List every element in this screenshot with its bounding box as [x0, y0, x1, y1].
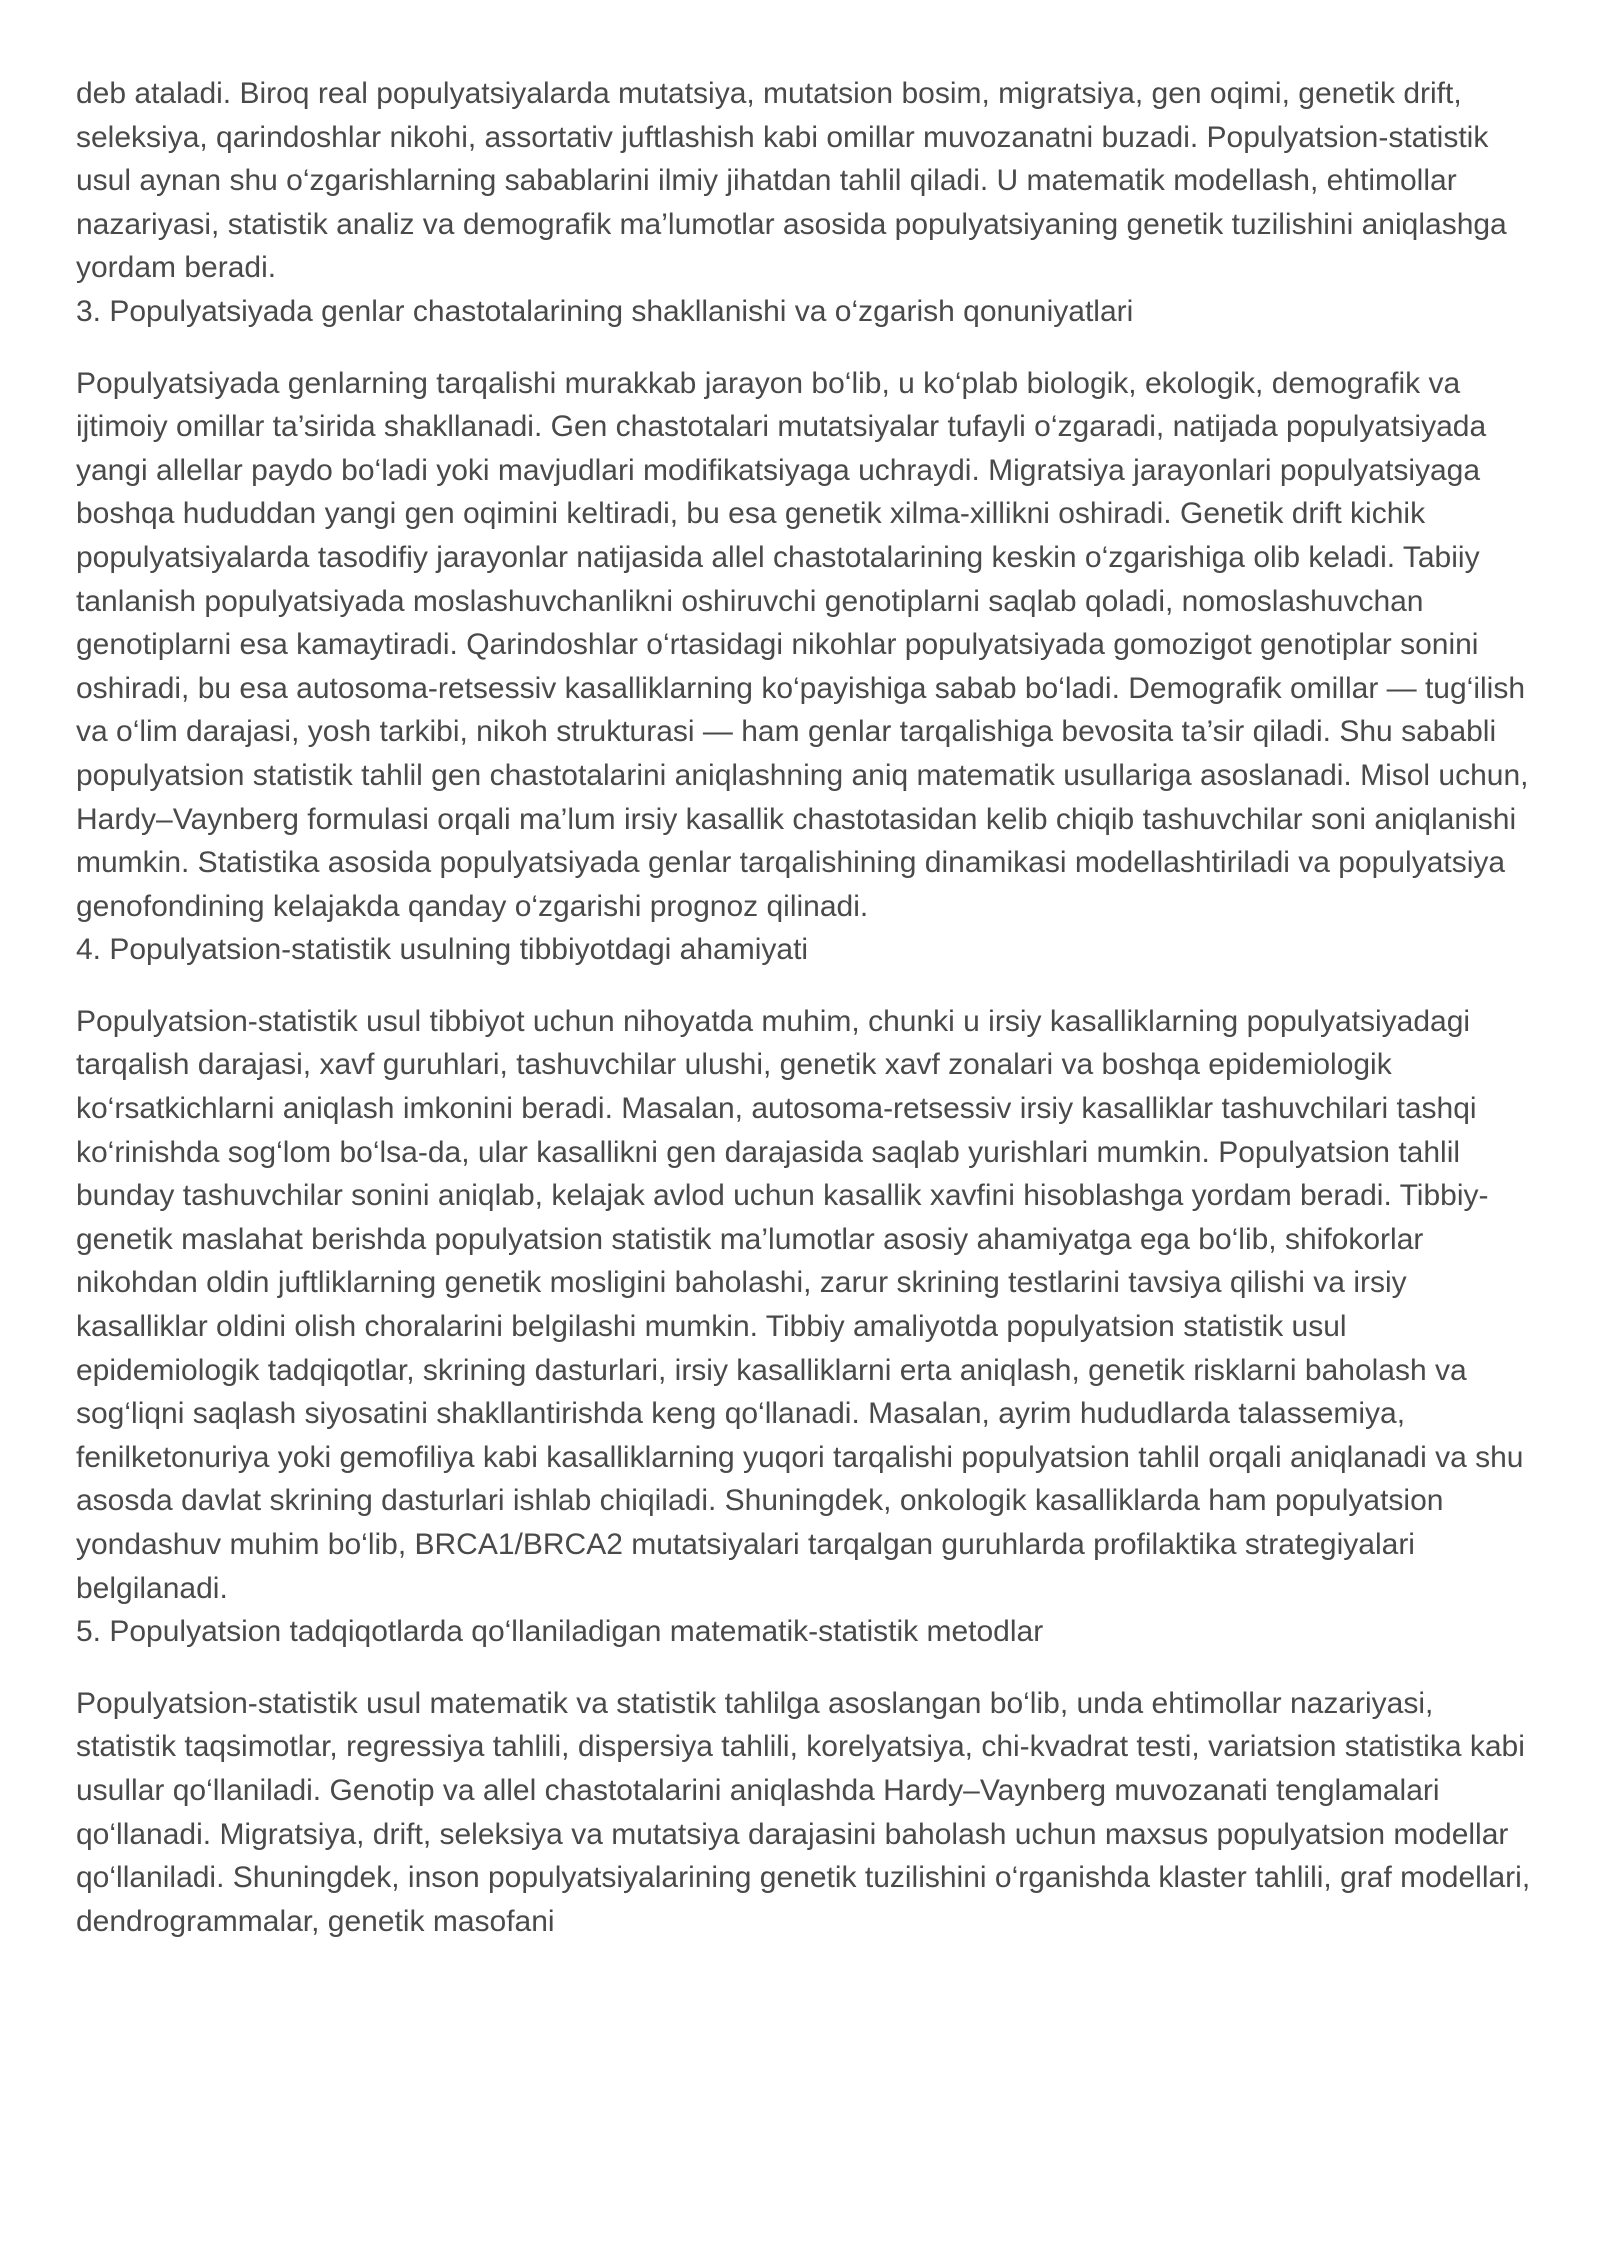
section-5-body: Populyatsion-statistik usul matematik va statistik tahlilga asoslangan bo‘lib, unda ehtimollar nazariyasi, statistik taqsimotlar, regressiya tahlili, dispersiya tahlili, korelyatsiya, chi-kvadrat testi, variatsion statistika kabi usullar qo‘llaniladi. Genotip va allel chastotalarini aniqlashda Hardy–Vaynberg muvozanati tenglamalari qo‘llanadi. Migratsiya, drift, seleksiya va mutatsiya darajasini baholash uchun maxsus populyatsion modellar qo‘llaniladi. Shuningdek, inson populyatsiyalarining genetik tuzilishini o‘rganishda klaster tahlili, graf modellari, dendrogrammalar, genetik masofani — [76, 1686, 1531, 1938]
section-5-heading: 5. Populyatsion tadqiqotlarda qo‘llaniladigan matematik-statistik metodlar — [76, 1615, 1044, 1649]
section-4-body: Populyatsion-statistik usul tibbiyot uchun nihoyatda muhim, chunki u irsiy kasalliklarning populyatsiyadagi tarqalish darajasi, xavf guruhlari, tashuvchilar ulushi, genetik xavf zonalari va boshqa epidemiologik ko‘rsatkichlarni aniqlash imkonini beradi. Masalan, autosoma-retsessiv irsiy kasalliklar tashuvchilari tashqi ko‘rinishda sog‘lom bo‘lsa-da, ular kasallikni gen darajasida saqlab yurishlari mumkin. Populyatsion tahlil bunday tashuvchilar sonini aniqlab, kelajak avlod uchun kasallik xavfini hisoblashga yordam beradi. Tibbiy-genetik maslahat berishda populyatsion statistik ma’lumotlar asosiy ahamiyatga ega bo‘lib, shifokorlar nikohdan oldin juftliklarning genetik mosligini baholashi, zarur skrining testlarini tavsiya qilishi va irsiy kasalliklar oldini olish choralarini belgilashi mumkin. Tibbiy amaliyotda populyatsion statistik usul epidemiologik tadqiqotlar, skrining dasturlari, irsiy kasalliklarni erta aniqlash, genetik risklarni baholash va sog‘liqni saqlash siyosatini shakllantirishda keng qo‘llanadi. Masalan, ayrim hududlarda talassemiya, fenilketonuriya yoki gemofiliya kabi kasalliklarning yuqori tarqalishi populyatsion tahlil orqali aniqlanadi va shu asosda davlat skrining dasturlari ishlab chiqiladi. Shuningdek, onkologik kasalliklarda ham populyatsion yondashuv muhim bo‘lib, BRCA1/BRCA2 mutatsiyalari tarqalgan guruhlarda profilaktika strategiyalari belgilanadi. — [76, 1004, 1524, 1605]
section-4-heading: 4. Populyatsion-statistik usulning tibbiyotdagi ahamiyati — [76, 933, 809, 967]
section-3-heading: 3. Populyatsiyada genlar chastotalarining shakllanishi va o‘zgarish qonuniyatlari — [76, 294, 1134, 328]
document-page — [76, 72, 1536, 1943]
intro-paragraph: deb ataladi. Biroq real populyatsiyalarda mutatsiya, mutatsion bosim, migratsiya, gen oqimi, genetik drift, seleksiya, qarindoshlar nikohi, assortativ juftlashish kabi omillar muvozanatni buzadi. Populyatsion-statistik usul aynan shu o‘zgarishlarning sabablarini ilmiy jihatdan tahlil qiladi. U matematik modellash, ehtimollar nazariyasi, statistik analiz va demografik ma’lumotlar asosida populyatsiyaning genetik tuzilishini aniqlashga yordam beradi. — [76, 77, 1507, 285]
section-3-body: Populyatsiyada genlarning tarqalishi murakkab jarayon bo‘lib, u ko‘plab biologik, ekologik, demografik va ijtimoiy omillar ta’sirida shakllanadi. Gen chastotalari mutatsiyalar tufayli o‘zgaradi, natijada populyatsiyada yangi allellar paydo bo‘ladi yoki mavjudlari modifikatsiyaga uchraydi. Migratsiya jarayonlari populyatsiyaga boshqa hududdan yangi gen oqimini keltiradi, bu esa genetik xilma-xillikni oshiradi. Genetik drift kichik populyatsiyalarda tasodifiy jarayonlar natijasida allel chastotalarining keskin o‘zgarishiga olib keladi. Tabiiy tanlanish populyatsiyada moslashuvchanlikni oshiruvchi genotiplarni saqlab qoladi, nomoslashuvchan genotiplarni esa kamaytiradi. Qarindoshlar o‘rtasidagi nikohlar populyatsiyada gomozigot genotiplar sonini oshiradi, bu esa autosoma-retsessiv kasalliklarning ko‘payishiga sabab bo‘ladi. Demografik omillar — tug‘ilish va o‘lim darajasi, yosh tarkibi, nikoh strukturasi — ham genlar tarqalishiga bevosita ta’sir qiladi. Shu sababli populyatsion statistik tahlil gen chastotalarini aniqlashning aniq matematik usullariga asoslanadi. Misol uchun, Hardy–Vaynberg formulasi orqali ma’lum irsiy kasallik chastotasidan kelib chiqib tashuvchilar soni aniqlanishi mumkin. Statistika asosida populyatsiyada genlar tarqalishining dinamikasi modellashtiriladi va populyatsiya genofondining kelajakda qanday o‘zgarishi prognoz qilinadi. — [76, 366, 1529, 923]
